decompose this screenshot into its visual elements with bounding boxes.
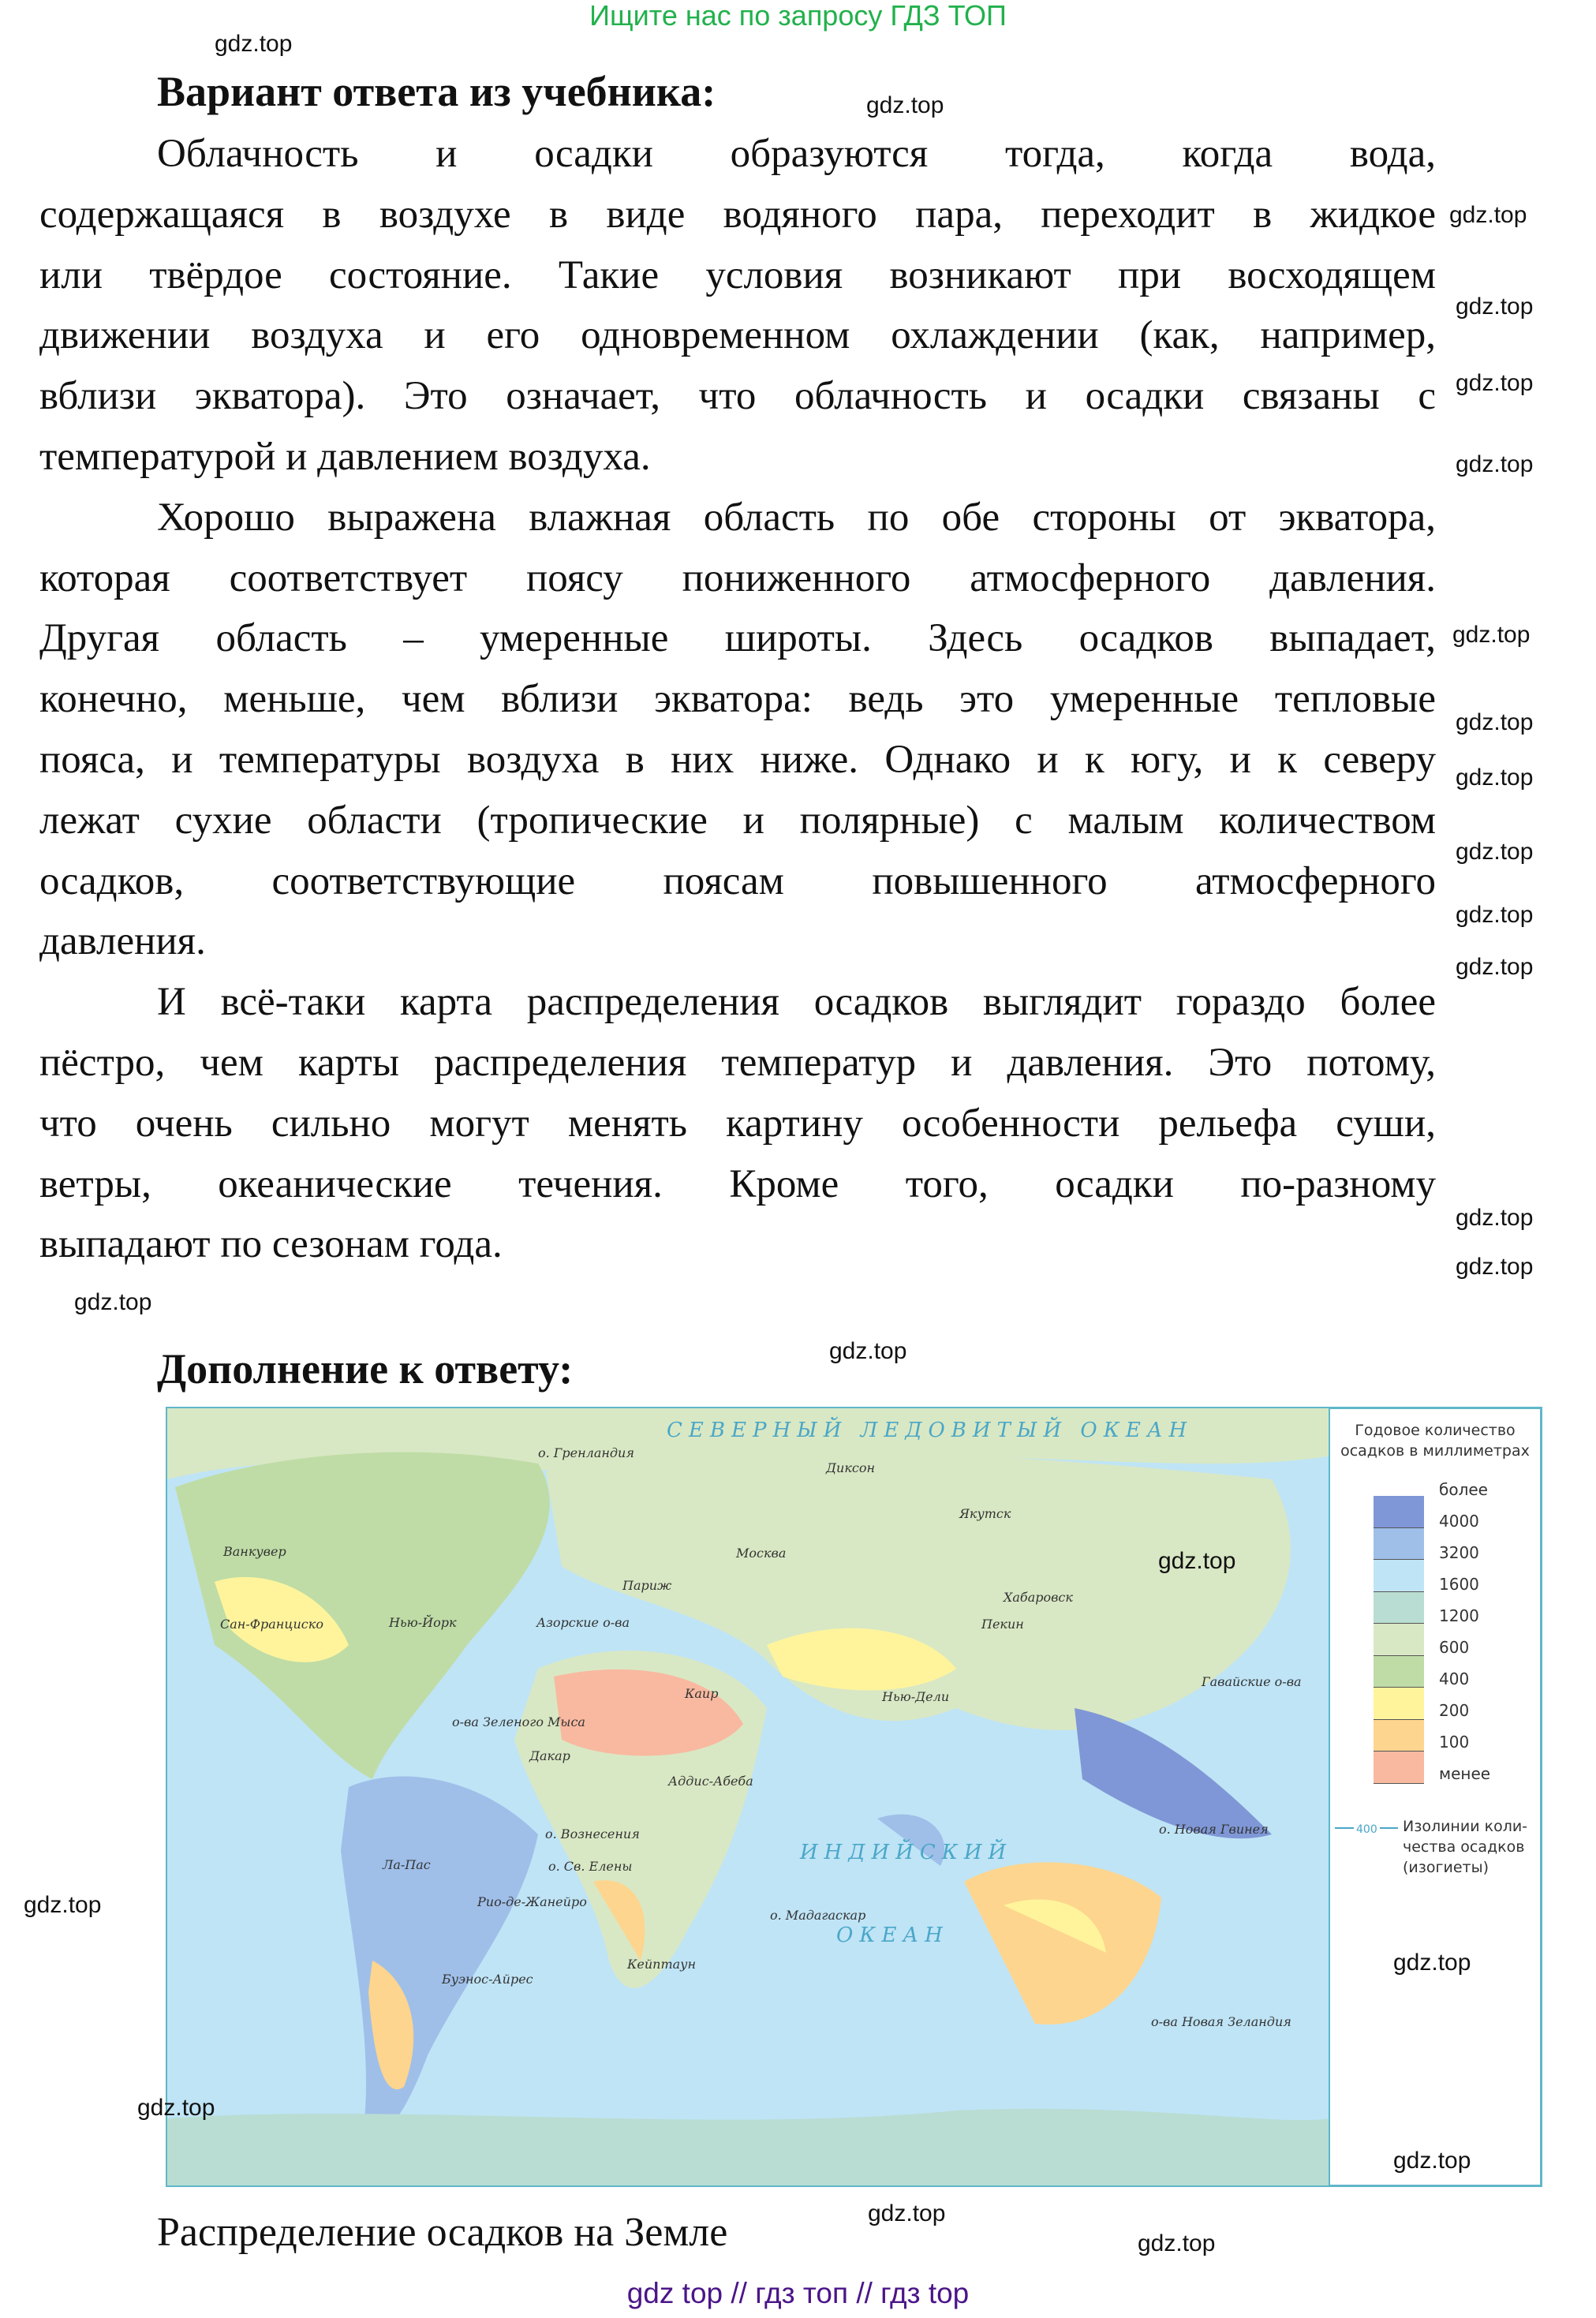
legend-color-scale bbox=[1374, 1496, 1424, 1784]
watermark: gdz.top bbox=[24, 1892, 102, 1918]
arctic-ocean-label: СЕВЕРНЫЙ ЛЕДОВИТЫЙ ОКЕАН bbox=[667, 1419, 1194, 1442]
map-place-label: Сан-Франциско bbox=[220, 1617, 323, 1632]
map-place-label: Пекин bbox=[981, 1617, 1024, 1632]
map-place-label: Якутск bbox=[959, 1506, 1011, 1521]
map-place-label: Париж bbox=[622, 1578, 672, 1593]
legend-swatch bbox=[1374, 1528, 1424, 1561]
legend-label: 3200 bbox=[1439, 1543, 1479, 1562]
map-place-label: Дакар bbox=[529, 1748, 570, 1763]
legend-label: 400 bbox=[1439, 1669, 1470, 1688]
watermark: gdz.top bbox=[1158, 1548, 1236, 1574]
answer-heading: Вариант ответа из учебника: bbox=[157, 68, 716, 115]
watermark: gdz.top bbox=[1456, 370, 1534, 396]
map-place-label: Гавайские о-ва bbox=[1202, 1674, 1302, 1689]
watermark: gdz.top bbox=[829, 1338, 907, 1364]
paragraph-line: Хорошо выражена влажная область по обе стороны от экватора, bbox=[157, 495, 1436, 540]
paragraph-line: Облачность и осадки образуются тогда, когда вода, bbox=[157, 132, 1436, 176]
paragraph-line: что очень сильно могут менять картину особенности рельефа суши, bbox=[39, 1101, 1436, 1146]
legend-label: 100 bbox=[1439, 1733, 1470, 1752]
legend-label: 1200 bbox=[1439, 1606, 1479, 1625]
watermark: gdz.top bbox=[1456, 709, 1534, 735]
legend-title bbox=[1330, 1420, 1540, 1461]
legend-swatch bbox=[1374, 1592, 1424, 1624]
watermark: gdz.top bbox=[1456, 293, 1534, 320]
addition-heading: Дополнение к ответу: bbox=[157, 1345, 574, 1393]
map-place-label: Аддис-Абеба bbox=[668, 1774, 753, 1789]
answer-text bbox=[39, 124, 1436, 1275]
map-place-label: о. Новая Гвинея bbox=[1159, 1822, 1269, 1837]
paragraph-line: пёстро, чем карты распределения температур и давления. Это потому, bbox=[39, 1040, 1436, 1085]
indian-ocean-label-1: ИНДИЙСКИЙ bbox=[800, 1841, 1013, 1864]
watermark: gdz.top bbox=[1138, 2230, 1216, 2256]
legend-swatch bbox=[1374, 1656, 1424, 1688]
paragraph-line: температурой и давлением воздуха. bbox=[39, 434, 651, 479]
antarctic-zone bbox=[167, 2109, 1330, 2187]
paragraph-line: давления. bbox=[39, 919, 206, 964]
legend-label: 200 bbox=[1439, 1701, 1470, 1720]
paragraph-line: движении воздуха и его одновременном охлаждении (как, например, bbox=[39, 313, 1436, 358]
legend-swatch bbox=[1374, 1496, 1424, 1528]
paragraph-line: которая соответствует поясу пониженного атмосферного давления. bbox=[39, 555, 1436, 600]
watermark: gdz.top bbox=[215, 31, 293, 57]
map-place-label: Нью-Дели bbox=[882, 1689, 950, 1704]
watermark: gdz.top bbox=[74, 1289, 152, 1315]
world-map bbox=[167, 1408, 1330, 2187]
watermark: gdz.top bbox=[1456, 451, 1534, 477]
legend-swatch bbox=[1374, 1560, 1424, 1592]
legend-swatch bbox=[1374, 1688, 1424, 1720]
precipitation-map bbox=[166, 1407, 1330, 2187]
paragraph-line: или твёрдое состояние. Такие условия возникают при восходящем bbox=[39, 252, 1436, 297]
paragraph-line: содержащаяся в воздухе в виде водяного пара, переходит в жидкое bbox=[39, 192, 1436, 237]
map-place-label: о. Мадагаскар bbox=[770, 1908, 866, 1923]
watermark: gdz.top bbox=[1456, 765, 1534, 791]
legend-label: более bbox=[1439, 1480, 1488, 1499]
legend-swatch bbox=[1374, 1720, 1424, 1752]
paragraph-line: конечно, меньше, чем вблизи экватора: ведь это умеренные тепловые bbox=[39, 677, 1436, 722]
map-place-label: Москва bbox=[736, 1546, 787, 1561]
map-place-label: Каир bbox=[685, 1686, 719, 1701]
map-place-label: Азорские о-ва bbox=[536, 1615, 630, 1630]
watermark: gdz.top bbox=[1456, 839, 1534, 865]
isohyet-text-2: чества осадков bbox=[1403, 1838, 1525, 1856]
legend-swatch bbox=[1374, 1752, 1424, 1784]
legend-label: 1600 bbox=[1439, 1575, 1479, 1594]
watermark: gdz.top bbox=[137, 2095, 215, 2121]
paragraph-line: выпадают по сезонам года. bbox=[39, 1222, 503, 1267]
watermark: gdz.top bbox=[1456, 1254, 1534, 1280]
paragraph-line: И всё-таки карта распределения осадков выглядит гораздо более bbox=[157, 980, 1436, 1025]
map-place-label: о-ва Зеленого Мыса bbox=[452, 1714, 585, 1729]
paragraph-line: лежат сухие области (тропические и полярные) с малым количеством bbox=[39, 798, 1436, 843]
watermark: gdz.top bbox=[1456, 1205, 1534, 1231]
map-place-label: о. Св. Елены bbox=[548, 1859, 633, 1874]
paragraph-line: пояса, и температуры воздуха в них ниже. Однако и к югу, и к северу bbox=[39, 737, 1436, 782]
isohyet-value: 400 bbox=[1354, 1819, 1380, 1840]
legend-swatch bbox=[1374, 1624, 1424, 1656]
watermark: gdz.top bbox=[1452, 622, 1531, 648]
paragraph-line: осадков, соответствующие поясам повышенного атмосферного bbox=[39, 858, 1436, 903]
watermark: gdz.top bbox=[1393, 1950, 1471, 1976]
paragraph-line: ветры, океанические течения. Кроме того, осадки по-разному bbox=[39, 1161, 1436, 1206]
watermark: gdz.top bbox=[1393, 2148, 1471, 2174]
legend-label: 4000 bbox=[1439, 1512, 1479, 1531]
footer-links[interactable]: gdz top // гдз топ // гдз top bbox=[626, 2277, 970, 2309]
legend-label: менее bbox=[1439, 1764, 1491, 1783]
map-place-label: Хабаровск bbox=[1004, 1590, 1073, 1605]
map-place-label: Ванкувер bbox=[223, 1544, 286, 1559]
watermark: gdz.top bbox=[868, 2200, 946, 2226]
isohyet-text-1: Изолинии коли- bbox=[1403, 1818, 1528, 1835]
legend-title-line-1: Годовое количество bbox=[1355, 1422, 1516, 1439]
map-caption: Распределение осадков на Земле bbox=[157, 2210, 728, 2255]
isohyet-text-3: (изогиеты) bbox=[1403, 1859, 1489, 1876]
map-place-label: о-ва Новая Зеландия bbox=[1151, 2014, 1291, 2029]
watermark: gdz.top bbox=[1456, 902, 1534, 928]
paragraph-line: вблизи экватора). Это означает, что облачность и осадки связаны с bbox=[39, 374, 1436, 419]
watermark: gdz.top bbox=[1449, 202, 1527, 228]
legend-label: 600 bbox=[1439, 1638, 1470, 1657]
map-place-label: о. Гренландия bbox=[538, 1445, 634, 1460]
indian-ocean-label-2: ОКЕАН bbox=[836, 1924, 949, 1947]
search-banner[interactable]: Ищите нас по запросу ГДЗ ТОП bbox=[589, 0, 1007, 32]
watermark: gdz.top bbox=[866, 92, 944, 118]
map-place-label: Буэнос-Айрес bbox=[442, 1972, 533, 1987]
map-place-label: Кейптаун bbox=[627, 1957, 696, 1972]
map-place-label: Рио-де-Жанейро bbox=[477, 1894, 587, 1909]
watermark: gdz.top bbox=[1456, 954, 1534, 980]
legend-title-line-2: осадков в миллиметрах bbox=[1340, 1442, 1530, 1460]
map-legend bbox=[1330, 1407, 1542, 2187]
map-place-label: Ла-Пас bbox=[383, 1857, 431, 1872]
map-place-label: о. Вознесения bbox=[545, 1826, 640, 1841]
map-place-label: Диксон bbox=[826, 1460, 875, 1475]
paragraph-line: Другая область – умеренные широты. Здесь осадков выпадает, bbox=[39, 616, 1436, 661]
map-place-label: Нью-Йорк bbox=[389, 1615, 457, 1630]
